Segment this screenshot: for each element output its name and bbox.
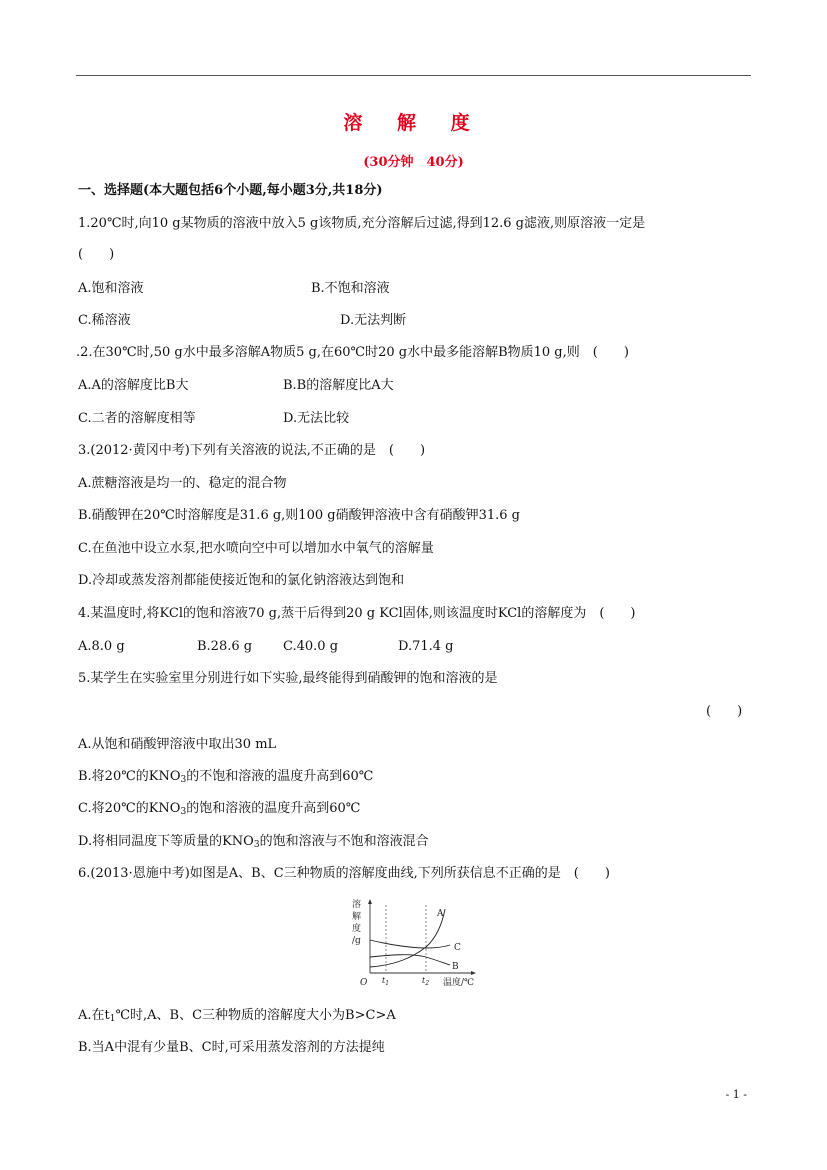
graph-x-arrow xyxy=(471,971,476,975)
graph-label-c: C xyxy=(454,943,461,953)
graph-ylabel-1: 溶 xyxy=(352,900,362,910)
graph-ylabel-3: 度 xyxy=(352,924,362,934)
q4-option-b: B.28.6 g xyxy=(197,639,253,654)
q4-option-a: A.8.0 g xyxy=(78,639,125,654)
q2-option-b: B.B的溶解度比A大 xyxy=(283,378,394,393)
q1-stem-line1: 1.20℃时,向10 g某物质的溶液中放入5 g该物质,充分溶解后过滤,得到12.6 g滤液,则原溶液一定是 xyxy=(78,216,646,231)
graph-y-arrow xyxy=(368,899,372,904)
q5-option-b: B.将20℃的$KNO_3$的不饱和溶液的温度升高到60℃ xyxy=(78,769,374,785)
q4-option-d: D.71.4 g xyxy=(398,639,454,654)
page-title: 溶 解 度 xyxy=(343,112,484,134)
q1-option-b: B.不饱和溶液 xyxy=(311,281,390,296)
q3-stem: 3.(2012·黄冈中考)下列有关溶液的说法,不正确的是 ( ) xyxy=(78,443,426,458)
q1-option-a: A.饱和溶液 xyxy=(78,281,144,296)
graph-xlabel: 温度/℃ xyxy=(443,978,475,988)
q4-stem: 4.某温度时,将KCl的饱和溶液70 g,蒸干后得到20 g KCl固体,则该温度时KCl的溶解度为 ( ) xyxy=(78,606,636,621)
q6-stem: 6.(2013·恩施中考)如图是A、B、C三种物质的溶解度曲线,下列所获信息不正确的是 ( ) xyxy=(78,866,610,881)
solubility-curve-figure xyxy=(350,895,485,990)
q4-option-c: C.40.0 g xyxy=(283,639,339,654)
q2-option-c: C.二者的溶解度相等 xyxy=(78,411,196,426)
q5-option-c: C.将20℃的$KNO_3$的饱和溶液的温度升高到60℃ xyxy=(78,801,361,817)
q5-option-a: A.从饱和硝酸钾溶液中取出30 mL xyxy=(78,737,277,752)
curve-b xyxy=(370,955,450,965)
q5-answer-bracket: ( ) xyxy=(706,704,743,719)
q3-option-a: A.蔗糖溶液是均一的、稳定的混合物 xyxy=(78,476,287,491)
page-number: - 1 - xyxy=(725,1088,747,1101)
q3-option-b: B.硝酸钾在20℃时溶解度是31.6 g,则100 g硝酸钾溶液中含有硝酸钾31.6 g xyxy=(78,508,520,523)
q1-option-c: C.稀溶液 xyxy=(78,313,131,328)
q5-stem: 5.某学生在实验室里分别进行如下实验,最终能得到硝酸钾的饱和溶液的是 xyxy=(78,671,498,686)
q2-option-d: D.无法比较 xyxy=(283,411,350,426)
q5-option-d: D.将相同温度下等质量的$KNO_3$的饱和溶液与不饱和溶液混合 xyxy=(78,834,429,850)
q1-stem-line2: ( ) xyxy=(78,247,115,262)
q2-option-a: A.A的溶解度比B大 xyxy=(78,378,189,393)
section-heading: 一、选择题(本大题包括6个小题,每小题3分,共18分) xyxy=(78,183,383,198)
curve-c xyxy=(370,940,450,948)
q3-option-c: C.在鱼池中设立水泵,把水喷向空中可以增加水中氧气的溶解量 xyxy=(78,541,434,556)
graph-label-b: B xyxy=(452,962,459,972)
page-subtitle: (30分钟 40分) xyxy=(363,155,464,170)
graph-label-a: A xyxy=(437,909,444,919)
q2-stem: .2.在30℃时,50 g水中最多溶解A物质5 g,在60℃时20 g水中最多能溶解B物质10 g,则 ( ) xyxy=(76,345,629,360)
graph-origin: O xyxy=(360,978,368,988)
q1-option-d: D.无法判断 xyxy=(340,313,407,328)
curve-a xyxy=(370,909,445,967)
q6-option-a: A.在$t_1℃$时,A、B、C三种物质的溶解度大小为B>C>A xyxy=(78,1008,396,1024)
graph-t2: $t_2$ xyxy=(422,976,430,987)
graph-t1: $t_1$ xyxy=(382,976,390,987)
header-rule xyxy=(76,75,751,76)
graph-ylabel-4: /g xyxy=(352,936,361,946)
q6-option-b: B.当A中混有少量B、C时,可采用蒸发溶剂的方法提纯 xyxy=(78,1040,385,1055)
graph-ylabel-2: 解 xyxy=(352,912,362,922)
q3-option-d: D.冷却或蒸发溶剂都能使接近饱和的氯化钠溶液达到饱和 xyxy=(78,573,405,588)
